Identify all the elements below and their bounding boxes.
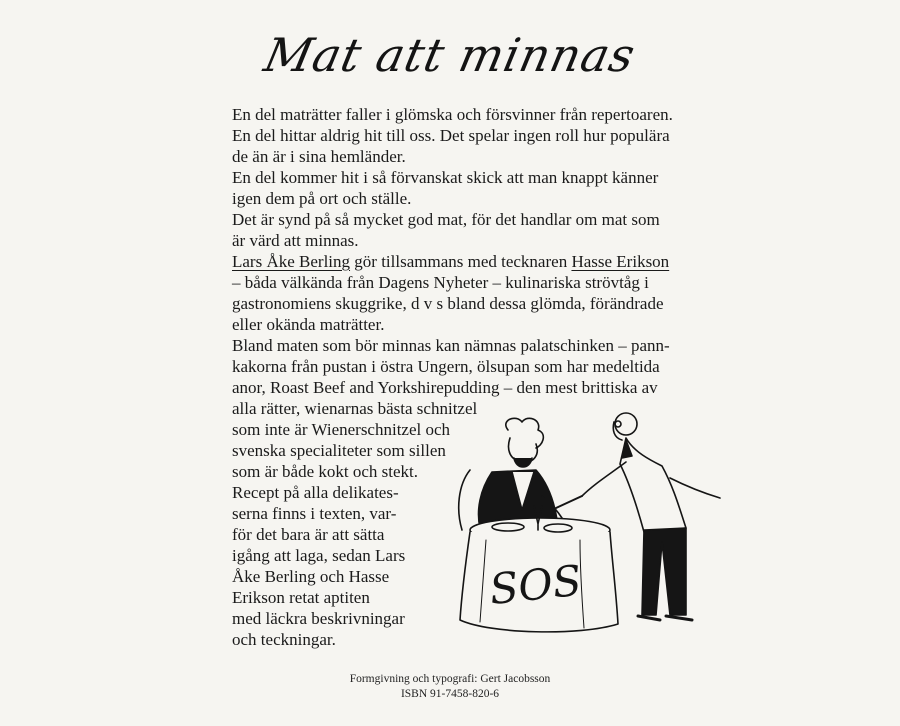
serving-utensil [556, 496, 582, 508]
waiter-head [615, 413, 637, 435]
text-line: Det är synd på så mycket god mat, för det handlar om mat som [232, 210, 660, 229]
text-line: igen dem på ort och ställe. [232, 189, 412, 208]
page-title: Mat att minnas [259, 28, 641, 82]
tablecloth-text: SOS [487, 555, 584, 615]
author-name: Lars Åke Berling [232, 252, 351, 271]
waiter-diner-illustration [430, 400, 750, 645]
text-line: svenska specialiteter som sillen [232, 441, 446, 460]
text-line: gastronomiens skuggrike, d v s bland dessa glömda, förändrade [232, 294, 664, 313]
text-line: är värd att minnas. [232, 231, 359, 250]
text-line: Recept på alla delikates- [232, 483, 399, 502]
text-line: eller okända maträtter. [232, 315, 385, 334]
waiter-arm-front [582, 462, 626, 496]
text-line: – båda välkända från Dagens Nyheter – kulinariska strövtåg i [232, 273, 649, 292]
text-line: Åke Berling och Hasse [232, 567, 390, 586]
text-line: kakorna från pustan i östra Ungern, ölsupan som har medeltida [232, 357, 660, 376]
text-line: Erikson retat aptiten [232, 588, 370, 607]
diner-hair [506, 418, 544, 448]
text-line: igång att laga, sedan Lars [232, 546, 406, 565]
text-line: Bland maten som bör minnas kan nämnas palatschinken – pann- [232, 336, 670, 355]
isbn: ISBN 91-7458-820-6 [400, 688, 500, 700]
text-line: som inte är Wienerschnitzel och [232, 420, 451, 439]
colophon [0, 672, 900, 702]
text-line: som är både kokt och stekt. [232, 462, 419, 481]
text-line [232, 251, 732, 272]
text-line: och teckningar. [232, 630, 336, 649]
waiter-trousers [642, 528, 686, 615]
text-line: med läckra beskrivningar [232, 609, 405, 628]
text-line: de än är i sina hemländer. [232, 147, 406, 166]
illustrator-name: Hasse Erikson [571, 252, 670, 271]
text-line: anor, Roast Beef and Yorkshirepudding – den mest brittiska av [232, 378, 658, 397]
waiter-shoes [638, 616, 692, 620]
text-line: serna finns i texten, var- [232, 504, 397, 523]
waiter-glasses [615, 421, 621, 427]
diner-beard [514, 458, 532, 467]
waiter-arm-back [670, 478, 720, 498]
text-line: för det bara är att sätta [232, 525, 385, 544]
text-segment: gör tillsammans med tecknaren [350, 252, 572, 271]
design-credit: Formgivning och typografi: Gert Jacobsson [349, 673, 551, 685]
chair-back [459, 470, 470, 530]
text-line: En del hittar aldrig hit till oss. Det spelar ingen roll hur populära [232, 126, 670, 145]
text-line: En del kommer hit i så förvanskat skick att man knappt känner [232, 168, 659, 187]
text-line: alla rätter, wienarnas bästa schnitzel [232, 399, 478, 418]
text-line: En del maträtter faller i glömska och försvinner från repertoaren. [232, 105, 673, 124]
